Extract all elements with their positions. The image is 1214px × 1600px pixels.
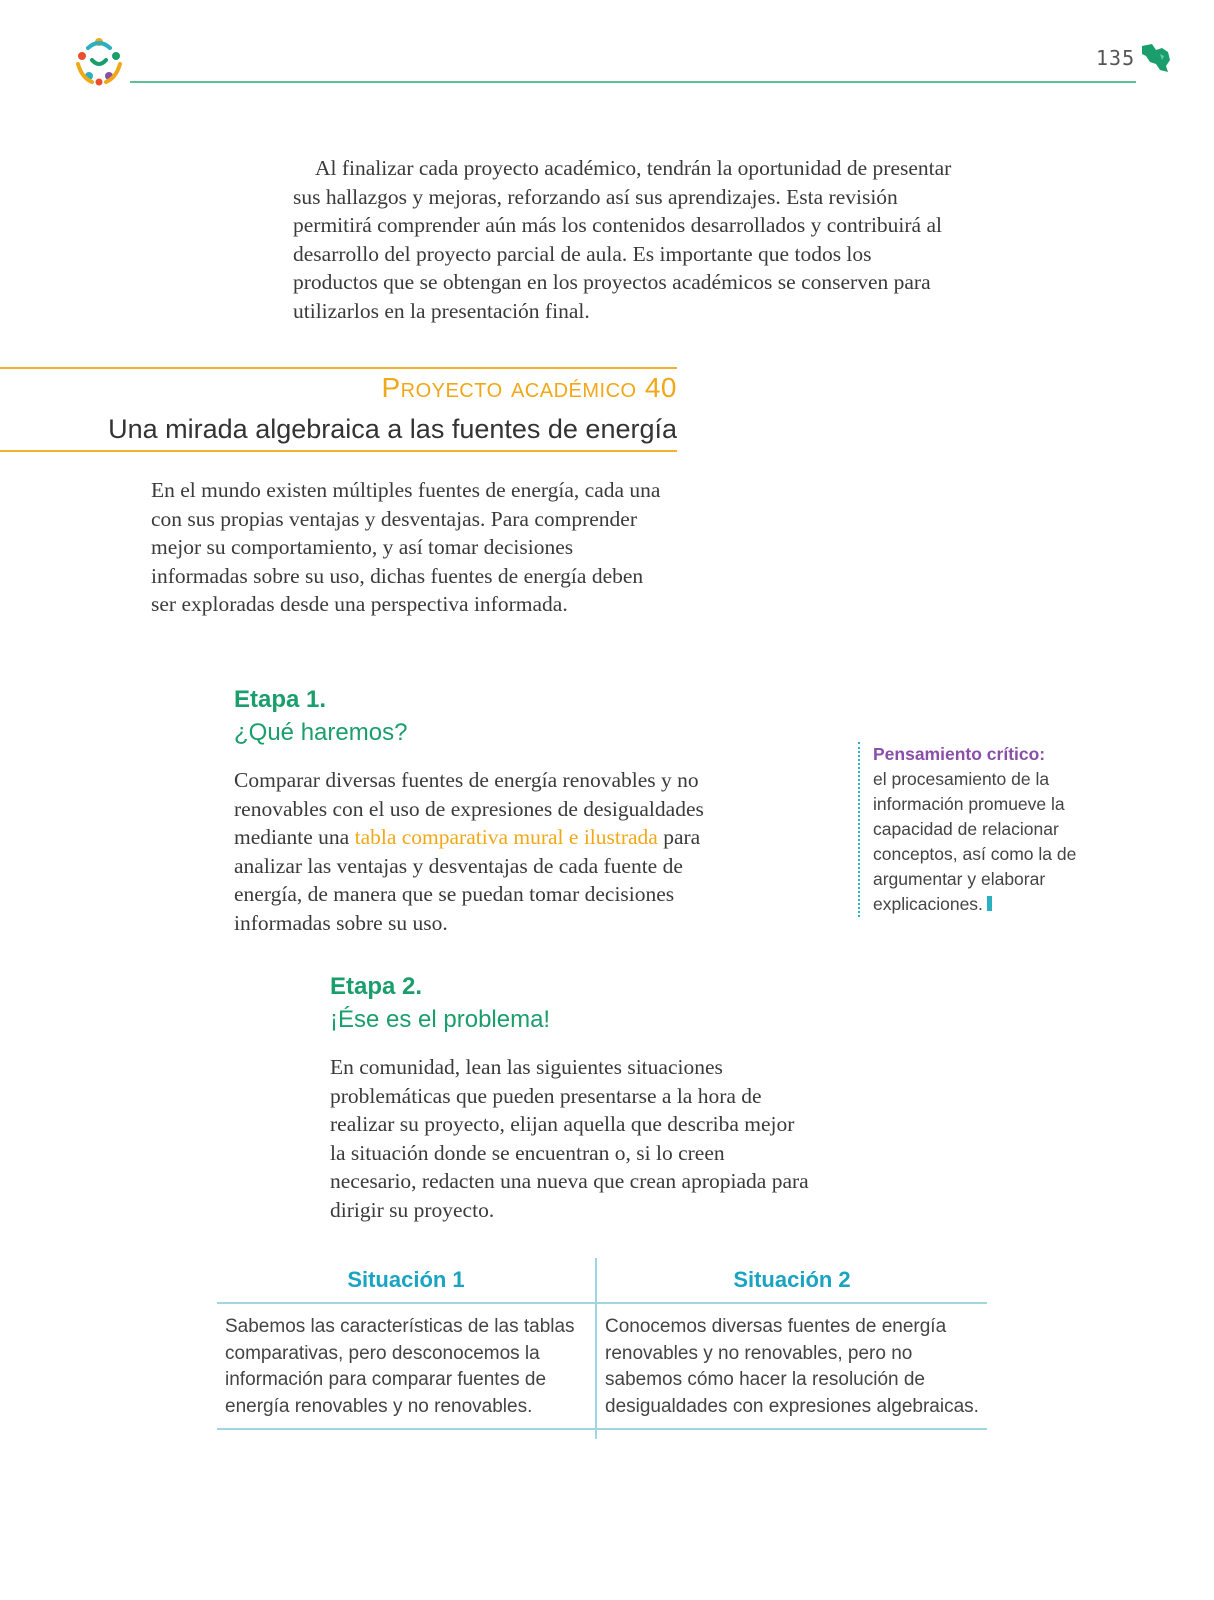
project-intro-text: En el mundo existen múltiples fuentes de energía, cada una con sus propias ventajas y desventajas. Para comprender mejor su comportamiento, y así tomar decisiones informadas sobre su uso, dichas fuentes de energía deben ser exploradas desde una perspectiva informada. <box>151 478 661 616</box>
side-note-text: el procesamiento de la información promueve la capacidad de relacionar conceptos, así como la de argumentar y elaborar explicaciones. <box>873 769 1077 914</box>
situation-1-column <box>217 1258 595 1430</box>
stage1-title: Etapa 1. <box>234 686 327 713</box>
side-note-end-marker <box>987 896 992 911</box>
side-note-title: Pensamiento crítico: <box>873 744 1046 764</box>
stage2-title: Etapa 2. <box>330 973 423 1000</box>
mexico-map-icon <box>1138 40 1174 76</box>
stage2-body <box>330 1053 810 1224</box>
project-intro <box>151 476 671 619</box>
side-note-critical-thinking <box>858 742 1103 917</box>
project-label: Proyecto académico 40 <box>381 372 677 403</box>
header-divider <box>130 81 1136 83</box>
situation-1-text: Sabemos las características de las tablas comparativas, pero desconocemos la información para comparar fuentes de energía renovables y no renovables. <box>217 1304 595 1430</box>
project-heading-top-rule <box>0 367 677 369</box>
intro-text: Al finalizar cada proyecto académico, tendrán la oportunidad de presentar sus hallazgos y mejoras, reforzando así sus aprendizajes. Esta revisión permitirá comprender aún más los contenidos desarrollados y contribuirá al desarrollo del proyecto parcial de aula. Es importante que todos los productos que se obtengan en los proyectos académicos se conserven para utilizarlos en la presentación final. <box>293 156 952 323</box>
situation-2-column <box>597 1258 987 1430</box>
stage1-body <box>234 766 754 937</box>
stage1-text-before: Comparar diversas fuentes de energía renovables y no renovables con el uso de expresiones de desigualdades mediante una <box>234 768 704 849</box>
situation-2-text: Conocemos diversas fuentes de energía renovables y no renovables, pero no sabemos cómo hacer la resolución de desigualdades con expresiones algebraicas. <box>597 1304 987 1430</box>
page-number: 135 <box>1096 46 1136 70</box>
stage1-text-after: para analizar las ventajas y desventajas de cada fuente de energía, de manera que se puedan tomar decisiones informadas sobre su uso. <box>234 825 701 935</box>
stage2-text: En comunidad, lean las siguientes situaciones problemáticas que pueden presentarse a la hora de realizar su proyecto, elijan aquella que describa mejor la situación donde se encuentran o, si lo creen necesario, redacten una nueva que crean apropiada para dirigir su proyecto. <box>330 1055 809 1222</box>
stage1-subtitle: ¿Qué haremos? <box>234 719 408 746</box>
stage1-highlight: tabla comparativa mural e ilustrada <box>354 825 658 849</box>
project-heading-bottom-rule <box>0 450 677 452</box>
project-title: Una mirada algebraica a las fuentes de energía <box>108 414 677 444</box>
situation-1-header: Situación 1 <box>217 1258 595 1304</box>
intro-paragraph <box>293 154 953 325</box>
stage2-subtitle: ¡Ése es el problema! <box>330 1006 551 1033</box>
situation-2-header: Situación 2 <box>597 1258 987 1304</box>
people-circle-logo-icon <box>72 34 126 88</box>
